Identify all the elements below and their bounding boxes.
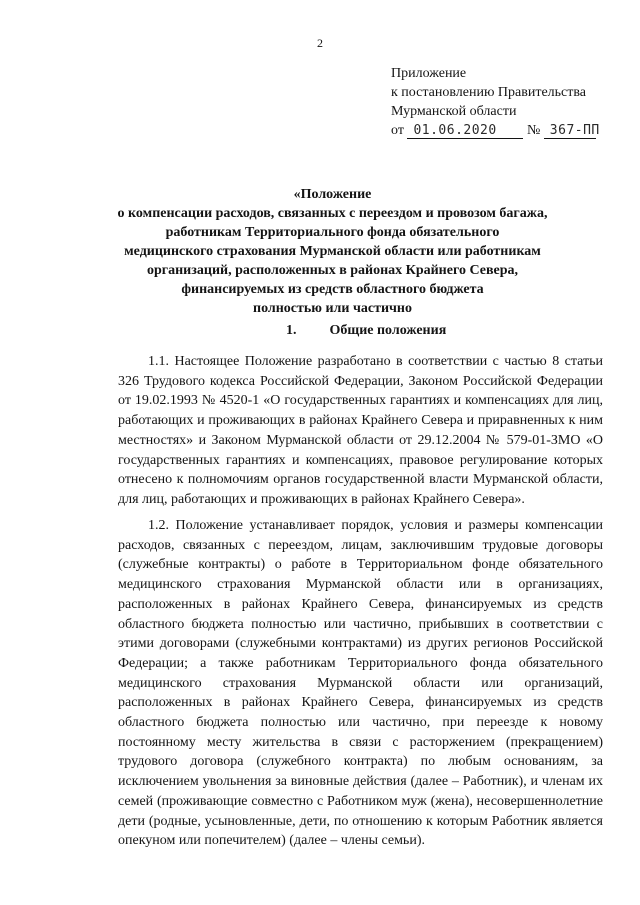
title-line: организаций, расположенных в районах Крайнего Севера, <box>146 263 519 278</box>
page-number: 2 <box>317 36 323 50</box>
decree-number: 367-ПП <box>544 123 596 139</box>
paragraph-1-1 <box>118 352 603 510</box>
appendix-line-3: Мурманской области <box>391 104 517 119</box>
section-heading <box>286 323 446 339</box>
document-title <box>80 185 585 318</box>
number-label: № <box>526 123 541 138</box>
appendix-block <box>391 64 631 140</box>
paragraph-text: 1.1. Настоящее Положение разработано в соответствии с частью 8 статьи 326 Трудового кодекса Российской Федерации, Законом Российской Федерации от 19.02.1993 № 4520-1 «О государственных гарантиях и компенсациях для лиц, работающих и проживающих в районах Крайнего Севера и приравненных к ним местностях» и Законом Мурманской области от 29.12.2004 № 579-01-ЗМО «О государственных гарантиях и компенсациях, правовое регулирование которых отнесено к полномочиям органов государственной власти Мурманской области, для лиц, работающих и проживающих в районах Крайнего Севера». <box>118 354 603 507</box>
section-number: 1. <box>286 323 297 338</box>
paragraph-1-2 <box>118 516 603 851</box>
title-line: полностью или частично <box>253 301 412 316</box>
section-title: Общие положения <box>329 323 447 338</box>
title-line: «Положение <box>293 187 372 202</box>
decree-date: 01.06.2020 <box>407 123 523 139</box>
from-label: от <box>391 123 404 138</box>
title-line: медицинского страхования Мурманской области или работникам <box>124 244 541 259</box>
appendix-line-1: Приложение <box>391 66 467 81</box>
title-line: о компенсации расходов, связанных с переездом и провозом багажа, <box>117 206 548 221</box>
appendix-line-2: к постановлению Правительства <box>391 85 587 100</box>
appendix-date-line <box>391 121 631 140</box>
title-line: финансируемых из средств областного бюджета <box>181 282 484 297</box>
paragraph-text: 1.2. Положение устанавливает порядок, условия и размеры компенсации расходов, связанных с переездом, лицам, заключившим трудовые договоры (служебные контракты) о работе в Территориальном фонде обязательного медицинского страхования Мурманской области или в организациях, расположенных в районах Крайнего Севера, финансируемых из средств областного бюджета полностью или частично, прибывших в соответствии с этими договорами (служебными контрактами) из других регионов Российской Федерации; а также работникам Территориального фонда обязательного медицинского страхования Мурманской области или организаций, расположенных в районах Крайнего Севера, финансируемых из средств областного бюджета полностью или частично, при переезде к новому постоянному месту жительства в связи с расторжением (прекращением) трудового договора (служебного контракта) по любым основаниям, за исключением увольнения за виновные действия (далее – Работник), и членам их семей (проживающие совместно с Работником муж (жена), несовершеннолетние дети (родные, усыновленные, дети, по отношению к которым Работник является опекуном или попечителем) (далее – члены семьи). <box>118 518 603 849</box>
title-line: работникам Территориального фонда обязательного <box>165 225 500 240</box>
